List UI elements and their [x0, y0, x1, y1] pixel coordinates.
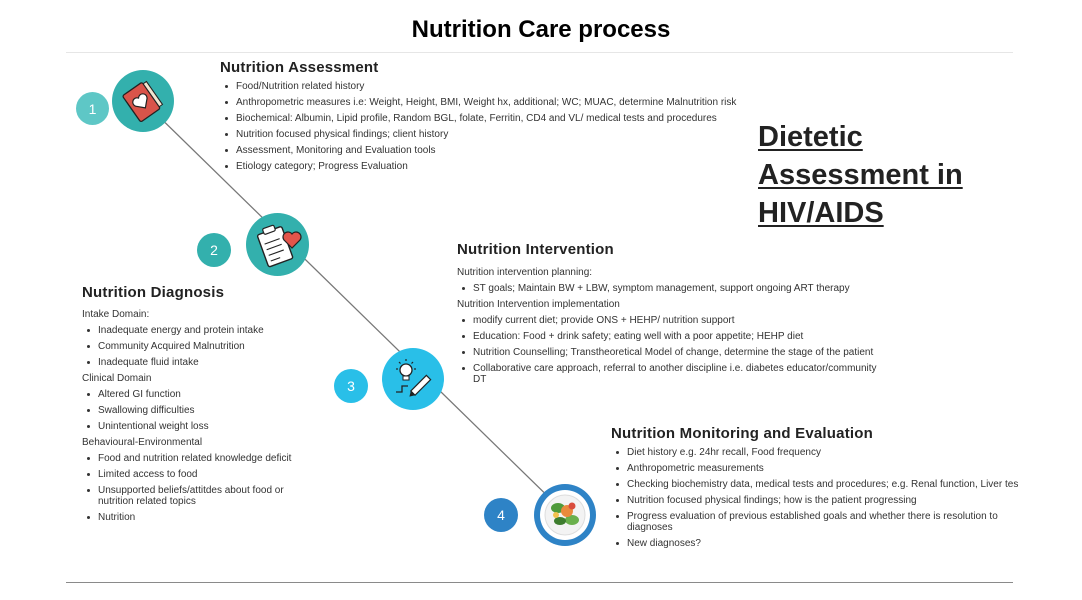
- list-item: Anthropometric measurements: [611, 463, 1027, 474]
- list-item: Food/Nutrition related history: [220, 81, 736, 92]
- list-item: Swallowing difficulties: [82, 405, 303, 416]
- list-item: Nutrition Counselling; Transtheoretical Model of change, determine the stage of the patient: [457, 347, 883, 358]
- monitoring-section: [611, 425, 1027, 549]
- group-label: Nutrition Intervention implementation: [457, 299, 620, 310]
- list-item: Inadequate fluid intake: [82, 357, 303, 368]
- intervention-planning-list: [457, 283, 883, 294]
- clipboard-heart-icon: [246, 213, 309, 276]
- list-item: Biochemical: Albumin, Lipid profile, Random BGL, folate, Ferritin, CD4 and VL/ medical tests and procedures: [220, 113, 736, 124]
- dietetic-heading-line: Dietetic: [758, 121, 863, 153]
- intervention-section: [457, 241, 883, 385]
- diagnosis-title: Nutrition Diagnosis: [82, 284, 225, 301]
- list-item: Checking biochemistry data, medical tests and procedures; e.g. Renal function, Liver tes: [611, 479, 1027, 490]
- dietetic-heading-line: Assessment in: [758, 159, 963, 191]
- list-item: Nutrition focused physical findings; client history: [220, 129, 736, 140]
- list-item: Food and nutrition related knowledge deficit: [82, 453, 303, 464]
- list-item: Progress evaluation of previous established goals and whether there is resolution to diagnoses: [611, 511, 1027, 533]
- list-item: Inadequate energy and protein intake: [82, 325, 303, 336]
- salad-bowl-icon: [534, 484, 596, 546]
- monitoring-title: Nutrition Monitoring and Evaluation: [611, 425, 873, 442]
- list-item: Nutrition: [82, 512, 303, 523]
- list-item: Anthropometric measures i.e: Weight, Height, BMI, Weight hx, additional; WC; MUAC, determine Malnutrition risk: [220, 97, 736, 108]
- clinical-domain-list: [82, 389, 303, 432]
- dietetic-heading: [758, 118, 963, 232]
- list-item: Education: Food + drink safety; eating well with a poor appetite; HEHP diet: [457, 331, 883, 342]
- group-label: Nutrition intervention planning:: [457, 267, 593, 278]
- assessment-list: [220, 81, 736, 172]
- step-number-2: 2: [197, 233, 231, 267]
- intervention-implementation-list: [457, 315, 883, 385]
- step-number-3: 3: [334, 369, 368, 403]
- list-item: Community Acquired Malnutrition: [82, 341, 303, 352]
- intervention-title: Nutrition Intervention: [457, 241, 614, 258]
- list-item: Unintentional weight loss: [82, 421, 303, 432]
- behavioural-environmental-list: [82, 453, 303, 523]
- list-item: Collaborative care approach, referral to another discipline i.e. diabetes educator/community DT: [457, 363, 883, 385]
- bottom-divider: [66, 582, 1013, 583]
- intake-domain-list: [82, 325, 303, 368]
- list-item: modify current diet; provide ONS + HEHP/ nutrition support: [457, 315, 883, 326]
- lightbulb-pencil-icon: [382, 348, 444, 410]
- group-label: Intake Domain:: [82, 309, 150, 320]
- recipe-book-heart-icon: [112, 70, 174, 132]
- list-item: Unsupported beliefs/attitdes about food or nutrition related topics: [82, 485, 303, 507]
- group-label: Clinical Domain: [82, 373, 152, 384]
- list-item: Diet history e.g. 24hr recall, Food frequency: [611, 447, 1027, 458]
- diagnosis-section: [82, 284, 303, 523]
- list-item: Altered GI function: [82, 389, 303, 400]
- group-label: Behavioural-Environmental: [82, 437, 203, 448]
- list-item: Assessment, Monitoring and Evaluation tools: [220, 145, 736, 156]
- list-item: Limited access to food: [82, 469, 303, 480]
- monitoring-list: [611, 447, 1027, 549]
- assessment-title: Nutrition Assessment: [220, 59, 379, 76]
- list-item: ST goals; Maintain BW + LBW, symptom management, support ongoing ART therapy: [457, 283, 883, 294]
- step-number-1: 1: [76, 92, 109, 125]
- list-item: Nutrition focused physical findings; how is the patient progressing: [611, 495, 1027, 506]
- list-item: Etiology category; Progress Evaluation: [220, 161, 736, 172]
- assessment-section: [220, 59, 736, 172]
- page-title: Nutrition Care process: [411, 16, 671, 43]
- step-number-4: 4: [484, 498, 518, 532]
- list-item: New diagnoses?: [611, 538, 1027, 549]
- dietetic-heading-line: HIV/AIDS: [758, 197, 884, 229]
